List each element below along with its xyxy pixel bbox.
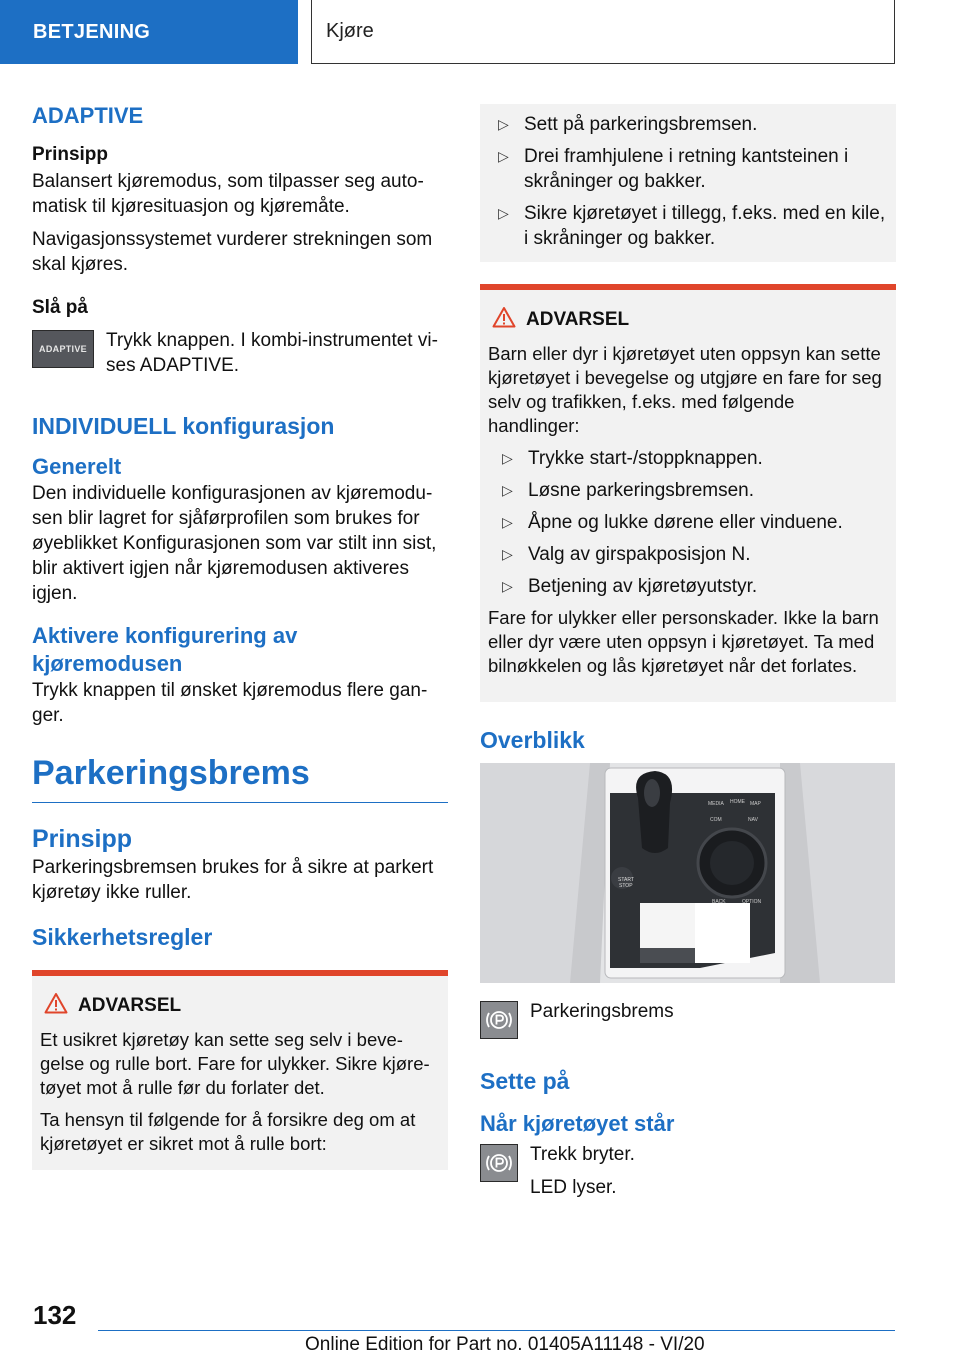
parkeringsbrems-icon-row bbox=[480, 999, 896, 1039]
section-title: BETJENING bbox=[33, 20, 151, 43]
prinsipp-heading: Prinsipp bbox=[32, 825, 133, 853]
warning-box bbox=[32, 970, 448, 1170]
list-item: ▷ Trykke start-/stoppknappen. bbox=[488, 446, 888, 471]
adaptive-button-icon: ADAPTIVE bbox=[32, 330, 94, 368]
list-item: ▷ Valg av girspakposisjon N. bbox=[488, 542, 888, 567]
adaptive-instruction bbox=[32, 328, 448, 386]
sette-pa-heading: Sette på bbox=[480, 1068, 570, 1094]
com-label: COM bbox=[710, 817, 722, 823]
warning-paragraph-2: Fare for ulykker eller personskader. Ikke la barn eller dyr være uten oppsyn i kjøretøyet. Ta med bilnøkkelen og lås kjøretøyet når det forlates. bbox=[488, 607, 879, 676]
aktivere-paragraph: Trykk knappen til ønsket kjøremodus flere gan-ger. bbox=[32, 680, 428, 726]
right-column bbox=[480, 104, 896, 1208]
home-label: HOME bbox=[730, 799, 745, 805]
center-console-photo bbox=[480, 763, 895, 983]
warning-triangle-icon bbox=[492, 306, 516, 334]
list-item: ▷ Løsne parkeringsbremsen. bbox=[488, 478, 888, 503]
media-label: MEDIA bbox=[708, 801, 724, 807]
nar-heading: Når kjøretøyet står bbox=[480, 1111, 675, 1136]
page-number: 132 bbox=[33, 1300, 77, 1330]
sette-pa-text bbox=[530, 1142, 635, 1208]
continued-bullet-box bbox=[480, 104, 896, 262]
bullet-triangle-icon: ▷ bbox=[502, 514, 513, 530]
list-item: ▷ Sett på parkeringsbremsen. bbox=[484, 112, 888, 137]
nar-paragraph-2: LED lyser. bbox=[530, 1177, 617, 1198]
warning-paragraph-1: Et usikret kjøretøy kan sette seg selv i beve-gelse og rulle bort. Fare for ulykker. Sikre kjøre-tøyet mot å rulle før du forlater det. bbox=[40, 1029, 430, 1098]
list-item: ▷ Åpne og lukke dørene eller vinduene. bbox=[488, 510, 888, 535]
stop-label: STOP bbox=[619, 883, 633, 889]
list-item: ▷ Betjening av kjøretøyutstyr. bbox=[488, 574, 888, 599]
adaptive-heading: ADAPTIVE bbox=[32, 103, 144, 128]
overblikk-heading: Overblikk bbox=[480, 727, 585, 753]
sette-pa-instruction bbox=[480, 1142, 896, 1208]
chapter-tab bbox=[311, 0, 895, 64]
sla-pa-text: Trykk knappen. I kombi-instrumentet vi-ses ADAPTIVE. bbox=[106, 330, 438, 376]
parking-brake-icon bbox=[480, 1001, 518, 1039]
footer-rule bbox=[98, 1330, 895, 1331]
warning-paragraph-2: Ta hensyn til følgende for å forsikre deg om at kjøretøyet er sikret mot å rulle bort: bbox=[40, 1109, 416, 1154]
sla-pa-subheading: Slå på bbox=[32, 297, 88, 318]
heading-rule bbox=[32, 802, 448, 803]
back-label: BACK bbox=[712, 899, 726, 905]
generelt-paragraph: Den individuelle konfigurasjonen av kjøremodu-sen blir lagret for sjåførprofilen som brukes for øyeblikket Konfigurasjonen som var stilt inn sist, blir aktivert igjen når kjøremodusen aktiveres igjen. bbox=[32, 483, 437, 604]
start-label: START bbox=[618, 877, 634, 883]
warning-paragraph-1: Barn eller dyr i kjøretøyet uten oppsyn kan sette kjøretøyet i bevegelse og utgjøre en fare for seg selv og trafikken, f.eks. med følgende handlinger: bbox=[488, 343, 882, 436]
nav-label: NAV bbox=[748, 817, 758, 823]
prinsipp-paragraph: Parkeringsbremsen brukes for å sikre at parkert kjøretøy ikke ruller. bbox=[32, 857, 434, 903]
edition-text: Online Edition for Part no. 01405A11148 - VI/20 bbox=[305, 1334, 705, 1355]
list-item: ▷ Sikre kjøretøyet i tillegg, f.eks. med en kile, i skråninger og bakker. bbox=[484, 201, 888, 251]
bullet-triangle-icon: ▷ bbox=[498, 116, 509, 132]
generelt-heading: Generelt bbox=[32, 454, 122, 479]
option-label: OPTION bbox=[742, 899, 762, 905]
individuell-heading: INDIVIDUELL konfigurasjon bbox=[32, 413, 335, 439]
left-column bbox=[32, 96, 448, 1170]
warning-label: ADVARSEL bbox=[526, 309, 630, 330]
adaptive-paragraph-2: Navigasjonssystemet vurderer strekningen som skal kjøres. bbox=[32, 229, 433, 275]
warning-label: ADVARSEL bbox=[78, 995, 182, 1016]
warning-header bbox=[44, 992, 440, 1020]
parking-brake-icon bbox=[480, 1144, 518, 1182]
parkeringsbrems-heading: Parkeringsbrems bbox=[32, 754, 310, 792]
prinsipp-subheading: Prinsipp bbox=[32, 144, 109, 165]
warning-header bbox=[492, 306, 888, 334]
list-item: ▷ Drei framhjulene i retning kantsteinen i skråninger og bakker. bbox=[484, 144, 888, 194]
bullet-triangle-icon: ▷ bbox=[498, 205, 509, 221]
map-label: MAP bbox=[750, 801, 761, 807]
section-tab bbox=[0, 0, 298, 64]
warning-box bbox=[480, 284, 896, 702]
warning-triangle-icon bbox=[44, 992, 68, 1020]
bullet-triangle-icon: ▷ bbox=[498, 148, 509, 164]
adaptive-paragraph-1: Balansert kjøremodus, som tilpasser seg auto-matisk til kjøresituasjon og kjøremåte. bbox=[32, 171, 424, 217]
bullet-triangle-icon: ▷ bbox=[502, 482, 513, 498]
bullet-triangle-icon: ▷ bbox=[502, 578, 513, 594]
bullet-triangle-icon: ▷ bbox=[502, 546, 513, 562]
aktivere-heading: Aktivere konfigurering av kjøremodusen bbox=[32, 623, 298, 676]
parkeringsbrems-label: Parkeringsbrems bbox=[530, 1001, 674, 1022]
chapter-title: Kjøre bbox=[326, 20, 374, 42]
sikkerhet-heading: Sikkerhetsregler bbox=[32, 924, 213, 950]
nar-paragraph-1: Trekk bryter. bbox=[530, 1144, 635, 1165]
bullet-triangle-icon: ▷ bbox=[502, 450, 513, 466]
